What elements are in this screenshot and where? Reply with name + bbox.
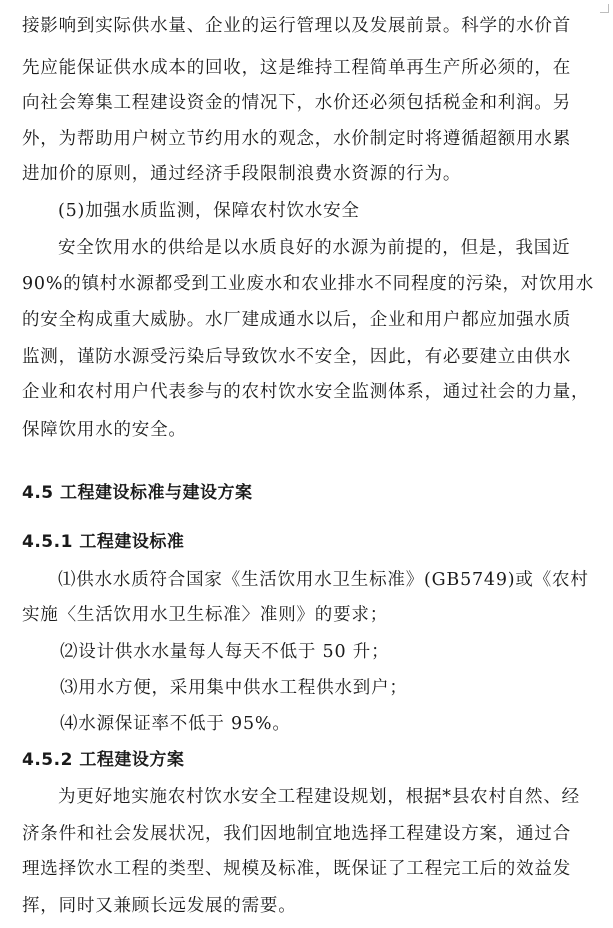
subsection-heading: 4.5.2 工程建设方案 [22,750,185,770]
paragraph-line: 理选择饮水工程的类型、规模及标准，既保证了工程完工后的效益发 [22,859,571,879]
list-item: ⑷水源保证率不低于 95%。 [60,714,291,734]
paragraph-line: 为更好地实施农村饮水安全工程建设规划，根据*县农村自然、经 [58,787,580,807]
list-item-continuation: 实施〈生活饮用水卫生标准〉准则》的要求； [22,605,388,625]
paragraph-line: 90%的镇村水源都受到工业废水和农业排水不同程度的污染，对饮用水 [22,274,594,294]
paragraph-line: 接影响到实际供水量、企业的运行管理以及发展前景。科学的水价首 [22,16,571,36]
subsection-heading: 4.5.1 工程建设标准 [22,532,185,552]
paragraph-line: 监测，谨防水源受污染后导致饮水不安全，因此，有必要建立由供水 [22,347,571,367]
paragraph-line: 企业和农村用户代表参与的农村饮水安全监测体系，通过社会的力量， [22,382,590,402]
list-item-heading: (5)加强水质监测，保障农村饮水安全 [58,201,360,221]
paragraph-line: 先应能保证供水成本的回收，这是维持工程简单再生产所必须的，在 [22,58,571,78]
paragraph-line: 外，为帮助用户树立节约用水的观念，水价制定时将遵循超额用水累 [22,129,571,149]
paragraph-line: 保障饮用水的安全。 [22,420,187,440]
list-item: ⑴供水水质符合国家《生活饮用水卫生标准》(GB5749)或《农村 [58,570,589,590]
list-item: ⑶用水方便，采用集中供水工程供水到户； [60,678,408,698]
paragraph-line: 的安全构成重大威胁。水厂建成通水以后，企业和用户都应加强水质 [22,310,571,330]
section-heading: 4.5 工程建设标准与建设方案 [22,483,253,503]
list-item: ⑵设计供水水量每人每天不低于 50 升； [60,642,390,662]
paragraph-line: 安全饮用水的供给是以水质良好的水源为前提的，但是，我国近 [58,238,571,258]
paragraph-line: 济条件和社会发展状况，我们因地制宜地选择工程建设方案，通过合 [22,824,571,844]
margin-mark [600,4,609,13]
paragraph-line: 进加价的原则，通过经济手段限制浪费水资源的行为。 [22,164,462,184]
paragraph-line: 挥，同时又兼顾长远发展的需要。 [22,896,297,916]
paragraph-line: 向社会筹集工程建设资金的情况下，水价还必须包括税金和利润。另 [22,93,571,113]
